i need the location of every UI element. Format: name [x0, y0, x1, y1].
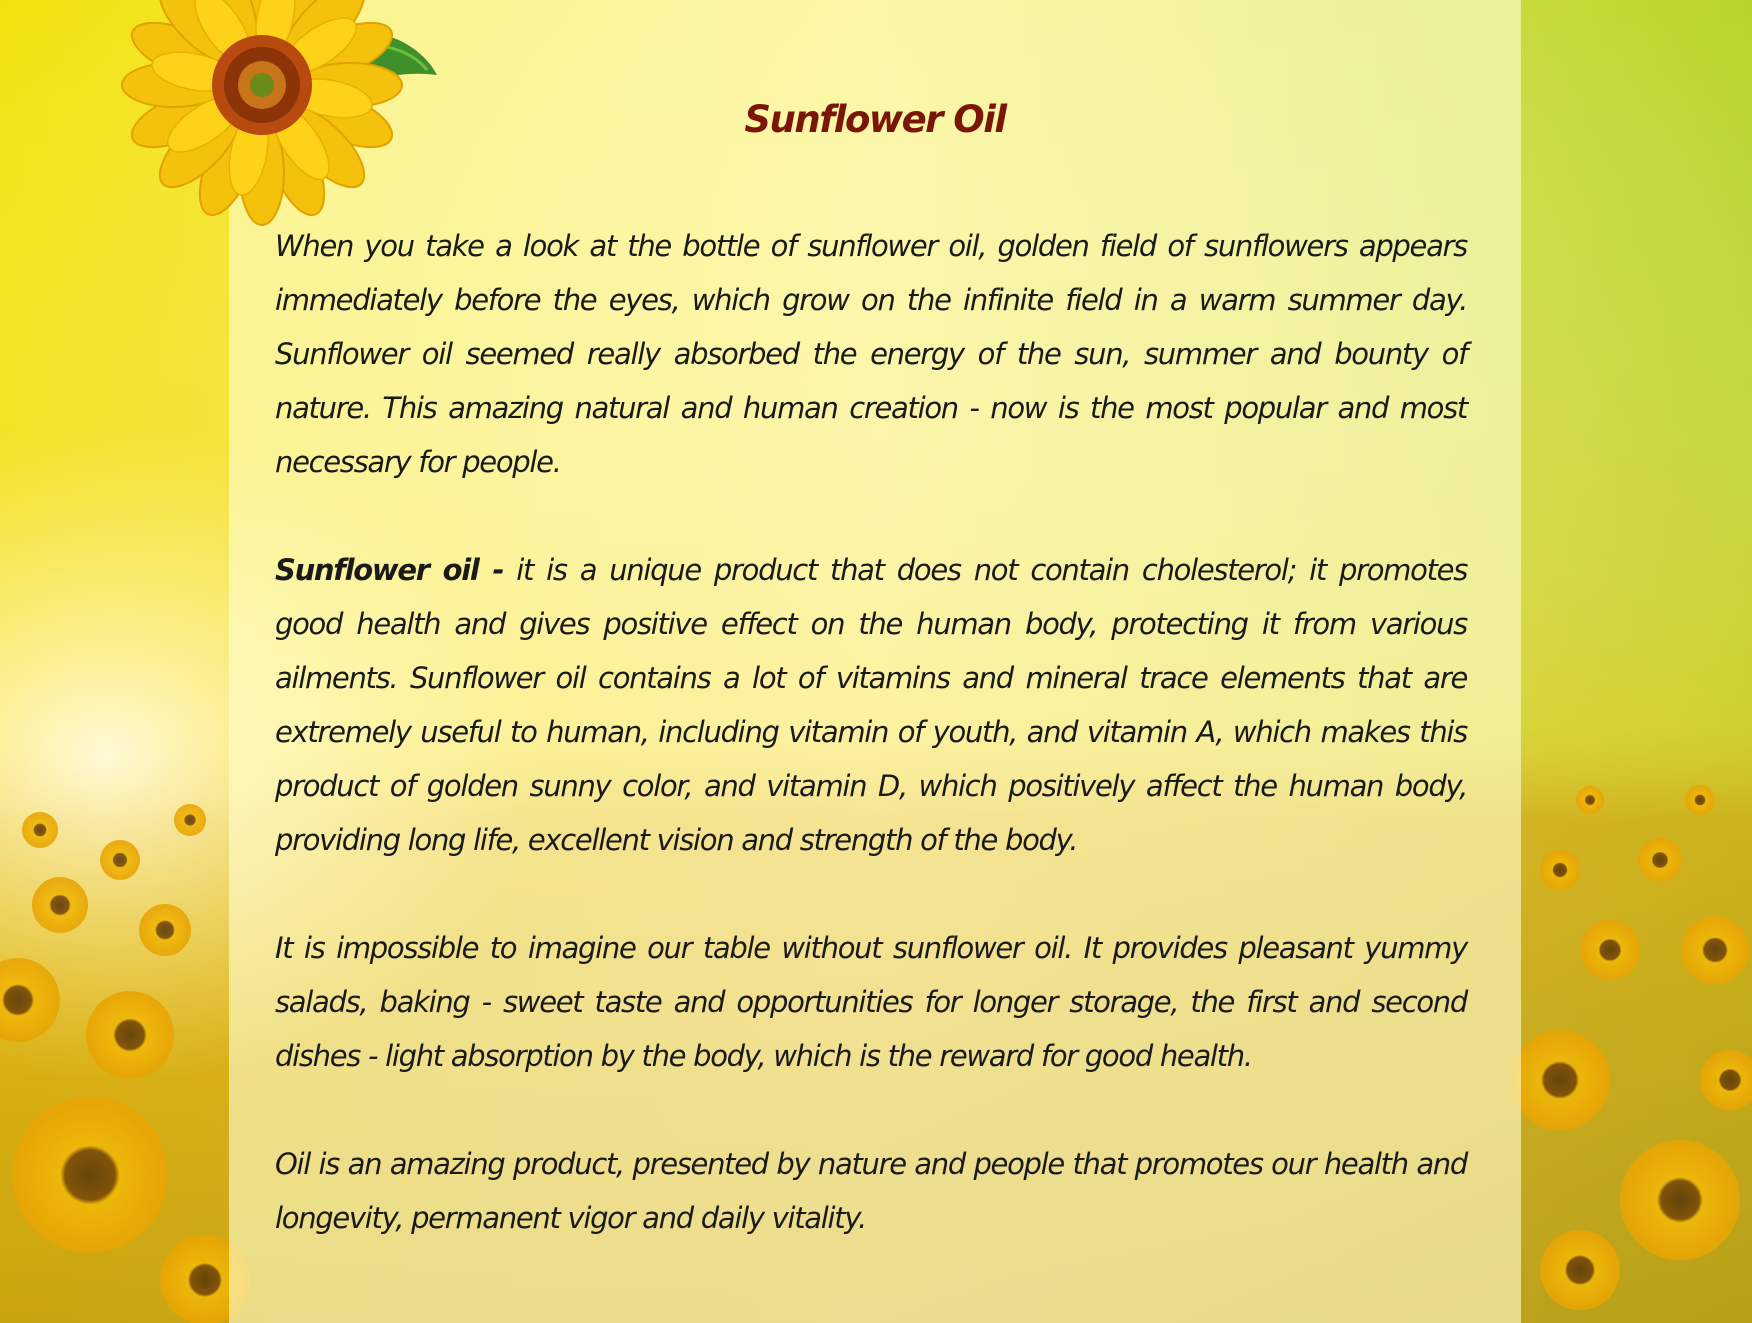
paragraph-text: it is a unique product that does not contain cholesterol; it promotes good health and gives positive effect on the human body, protecting it from various ailments. Sunflower oil contains a lot of vitamins and mineral trace elements that are extremely useful to human, including vitamin of youth, and vitamin A, which makes this product of golden sunny color, and vitamin D, which positively affect the human body, providing long life, excellent vision and strength of the body.	[275, 553, 1467, 857]
article-body	[275, 219, 1467, 1299]
page-title: Sunflower Oil	[744, 98, 1006, 141]
paragraph-closing	[275, 1137, 1467, 1245]
paragraph-intro	[275, 219, 1467, 489]
paragraph-text: When you take a look at the bottle of sunflower oil, golden field of sunflowers appears immediately before the eyes, which grow on the infinite field in a warm summer day. Sunflower oil seemed really absorbed the energy of the sun, summer and bounty of nature. This amazing natural and human creation - now is the most popular and most necessary for people.	[275, 229, 1467, 479]
paragraph-table	[275, 921, 1467, 1083]
paragraph-lead: Sunflower oil -	[275, 553, 504, 587]
paragraph-text: Oil is an amazing product, presented by nature and people that promotes our health and longevity, permanent vigor and daily vitality.	[275, 1147, 1467, 1235]
paragraph-text: It is impossible to imagine our table without sunflower oil. It provides pleasant yummy salads, baking - sweet taste and opportunities for longer storage, the first and second dishes - light absorption by the body, which is the reward for good health.	[275, 931, 1467, 1073]
paragraph-benefits	[275, 543, 1467, 867]
